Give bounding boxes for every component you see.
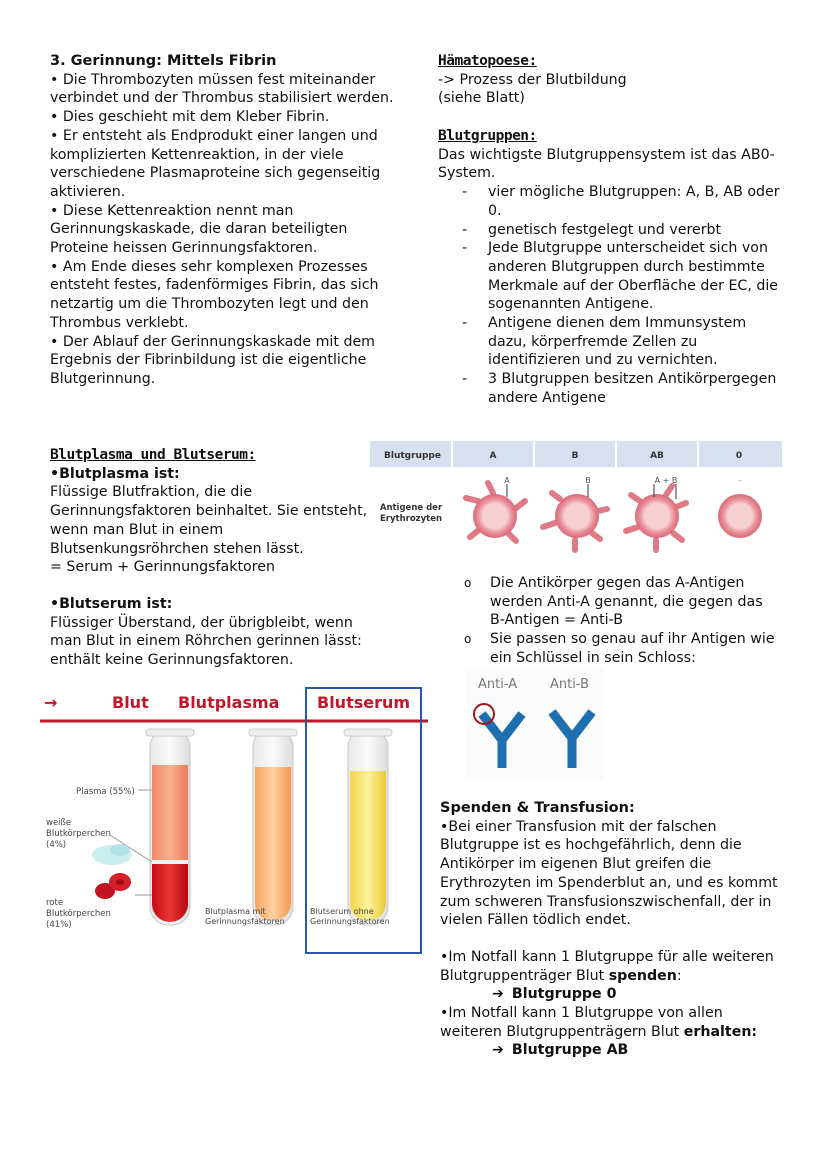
haematopoese-line: -> Prozess der Blutbildung: [438, 71, 627, 88]
header-blutgruppe: Blutgruppe: [384, 451, 441, 461]
spenden-title: Spenden & Transfusion:: [440, 800, 635, 816]
label-anti-b: Anti-B: [550, 677, 589, 692]
blutgruppen-title: Blutgruppen:: [438, 128, 537, 144]
antigen-label-0: –: [738, 476, 742, 485]
antigen-table: [370, 441, 782, 566]
section-antikoerper: [440, 574, 780, 668]
gerinnung-paragraph: • Am Ende dieses sehr komplexen Prozesses entsteht festes, fadenförmiges Fibrin, das sich netzartig um die Thrombozyten legt und den Thrombus verklebt.: [50, 258, 379, 331]
haematopoese-line: (siehe Blatt): [438, 90, 525, 107]
row-label-antigene: Antigene der Erythrozyten: [379, 503, 443, 524]
plasma-text: Flüssige Blutfraktion, die die Gerinnungsfaktoren beinhaltet. Sie entsteht, wenn man Blut in einem Blutsenkungsröhrchen stehen lässt.: [50, 484, 368, 557]
blut-arrow: →: [44, 693, 58, 712]
red-cells-icon: [95, 873, 131, 899]
label-red-cells: rote Blutkörperchen (41%): [46, 898, 111, 930]
arrow-icon: ➔: [492, 1042, 504, 1059]
list-item: o Die Antikörper gegen das A-Antigen werden Anti-A genannt, die gegen das B-Antigen = Anti-B: [440, 574, 780, 630]
blutgruppen-intro: Das wichtigste Blutgruppensystem ist das AB0-System.: [438, 146, 775, 182]
result-blutgruppe-0: ➔ Blutgruppe 0: [492, 986, 617, 1003]
plasma-serum-title: Blutplasma und Blutserum:: [50, 447, 256, 463]
antibody-figure: [466, 668, 604, 780]
gerinnung-paragraph: • Die Thrombozyten müssen fest miteinander verbindet und der Thrombus stabilisiert werden.: [50, 71, 394, 107]
header-blutserum: Blutserum: [317, 693, 411, 712]
section-plasma-serum: [50, 446, 370, 670]
list-item: - Jede Blutgruppe unterscheidet sich von anderen Blutgruppen durch bestimmte Merkmale auf der Oberfläche der EC, die sogenannten Antigene.: [438, 239, 788, 314]
tube-illustration: [40, 685, 428, 957]
list-item: - vier mögliche Blutgruppen: A, B, AB oder 0.: [438, 183, 788, 220]
notfall-erhalten: •Im Notfall kann 1 Blutgruppe von allen weiteren Blutgruppenträgern Blut erhalten:: [440, 1005, 758, 1040]
list-item: - Antigene dienen dem Immunsystem dazu, körperfremde Zellen zu identifizieren und zu vernichten.: [438, 314, 788, 370]
section-haematopoese: [438, 52, 788, 108]
plasma-heading: •Blutplasma ist:: [50, 465, 180, 482]
rbc-b-icon: [543, 484, 607, 550]
notfall-spenden: •Im Notfall kann 1 Blutgruppe für alle weiteren Blutgruppenträger Blut spenden:: [440, 948, 774, 984]
tube-blutplasma: [249, 729, 297, 925]
label-white-cells: weiße Blutkörperchen (4%): [46, 818, 111, 850]
result-blutgruppe-ab: ➔ Blutgruppe AB: [492, 1042, 629, 1059]
antigen-label-b: B: [585, 476, 591, 485]
gerinnung-title: 3. Gerinnung: Mittels Fibrin: [50, 53, 277, 69]
antigen-label-a: A: [504, 476, 510, 485]
caption-serum: Blutserum ohne Gerinnungsfaktoren: [310, 907, 390, 926]
header-blut: Blut: [112, 693, 149, 712]
caption-plasma: Blutplasma mit Gerinnungsfaktoren: [205, 907, 285, 926]
header-group-ab: AB: [650, 451, 664, 461]
serum-text: Flüssiger Überstand, der übrigbleibt, wenn man Blut in einem Röhrchen gerinnen lässt: enthält keine Gerinnungsfaktoren.: [50, 614, 362, 669]
antikoerper-list: [440, 574, 780, 668]
rbc-ab-icon: [626, 484, 686, 550]
plasma-formula: = Serum + Gerinnungsfaktoren: [50, 559, 275, 576]
tube-blutserum: [344, 729, 392, 925]
antibody-illustration: [466, 668, 604, 780]
serum-heading: •Blutserum ist:: [50, 595, 173, 612]
antigen-label-ab: A + B: [654, 476, 678, 485]
header-blutplasma: Blutplasma: [178, 693, 280, 712]
list-item: o Sie passen so genau auf ihr Antigen wie ein Schlüssel in sein Schloss:: [440, 630, 780, 667]
rbc-a-icon: [466, 483, 525, 541]
gerinnung-paragraph: • Er entsteht als Endprodukt einer langen und komplizierten Kettenreaktion, in der viele verschiedene Plasmaproteine sich gegenseitig aktivieren.: [50, 127, 381, 200]
blutgruppen-list: [438, 183, 788, 407]
section-blutgruppen: [438, 127, 788, 408]
list-item: - 3 Blutgruppen besitzen Antikörpergegen andere Antigene: [438, 370, 788, 407]
gerinnung-paragraph: • Der Ablauf der Gerinnungskaskade mit dem Ergebnis der Fibrinbildung ist die eigentliche Blutgerinnung.: [50, 333, 376, 387]
label-plasma: Plasma (55%): [76, 787, 135, 797]
section-gerinnung: [50, 52, 395, 389]
arrow-icon: ➔: [492, 986, 504, 1003]
header-group-a: A: [489, 451, 497, 461]
rbc-0-icon: [718, 494, 762, 538]
header-group-0: 0: [735, 451, 743, 461]
header-group-b: B: [571, 451, 579, 461]
spenden-text: •Bei einer Transfusion mit der falschen Blutgruppe ist es hochgefährlich, denn die Antikörper im eigenen Blut greifen die Erythrozyten im Spenderblut an, und es kommt zum schweren Transfusionszwischenfall, der in vielen Fällen tödlich endet.: [440, 818, 778, 929]
gerinnung-paragraph: • Dies geschieht mit dem Kleber Fibrin.: [50, 109, 330, 126]
gerinnung-paragraph: • Diese Kettenreaktion nennt man Gerinnungskaskade, die daran beteiligten Proteine heissen Gerinnungsfaktoren.: [50, 202, 348, 257]
section-spenden: [440, 799, 780, 1060]
haematopoese-title: Hämatopoese:: [438, 53, 537, 69]
label-anti-a: Anti-A: [478, 677, 518, 692]
antigen-table-graphic: [370, 441, 782, 566]
list-item: - genetisch festgelegt und vererbt: [438, 221, 788, 240]
tube-figure: [40, 685, 428, 957]
tube-blut: [146, 729, 194, 925]
